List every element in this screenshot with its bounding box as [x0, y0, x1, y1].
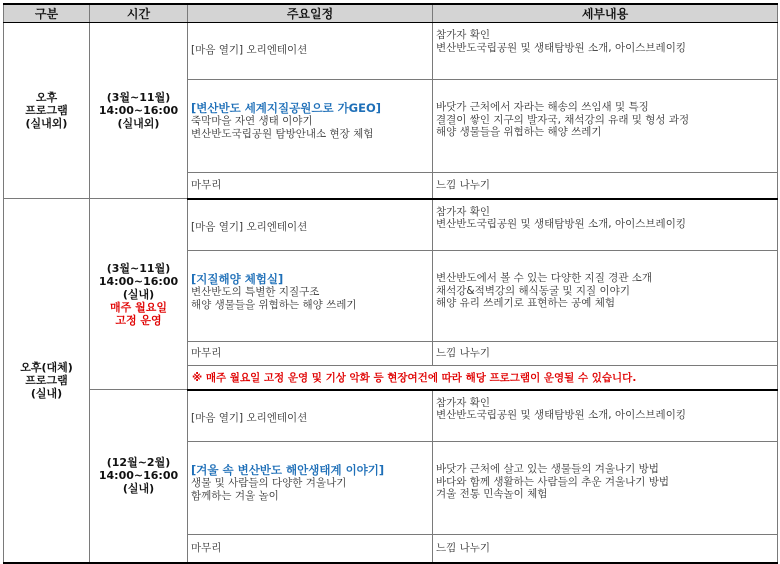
detail-cell: 참가자 확인 변산반도국립공원 및 생태탐방원 소개, 아이스브레이킹 [433, 390, 778, 442]
program-cell: [마음 열기] 오리엔테이션 [188, 23, 433, 80]
program-cell: 마무리 [188, 342, 433, 366]
program-title: [변산반도 세계지질공원으로 가GEO] [191, 101, 382, 115]
table-row [4, 23, 778, 80]
program-cell: [변산반도 세계지질공원으로 가GEO] 죽막마을 자연 생태 이야기 변산반도국립공원 탐방안내소 현장 체험 [188, 80, 433, 173]
program-cell: [마음 열기] 오리엔테이션 [188, 199, 433, 251]
detail-cell: 참가자 확인 변산반도국립공원 및 생태탐방원 소개, 아이스브레이킹 [433, 23, 778, 80]
category-cell: 오후(대체) 프로그램 (실내) [4, 199, 90, 563]
header-category: 구분 [4, 4, 90, 23]
program-cell: 마무리 [188, 173, 433, 199]
detail-cell: 참가자 확인 변산반도국립공원 및 생태탐방원 소개, 아이스브레이킹 [433, 199, 778, 251]
header-row [4, 4, 778, 23]
detail-cell: 바닷가 근처에서 자라는 해송의 쓰임새 및 특징 결결이 쌓인 지구의 발자국, 채석강의 유래 및 형성 과정 해양 생물들을 위협하는 해양 쓰레기 [433, 80, 778, 173]
header-time: 시간 [90, 4, 188, 23]
program-schedule-table [3, 3, 778, 564]
category-cell: 오후 프로그램 (실내외) [4, 23, 90, 199]
program-cell: [겨울 속 변산반도 해안생태계 이야기] 생물 및 사람들의 다양한 겨울나기 함께하는 겨울 놀이 [188, 442, 433, 535]
fixed-schedule-note: 매주 월요일 [110, 300, 167, 314]
time-cell: (3월~11월) 14:00~16:00 (실내외) [90, 23, 188, 199]
program-title: [겨울 속 변산반도 해안생태계 이야기] [191, 463, 385, 477]
program-cell: [마음 열기] 오리엔테이션 [188, 390, 433, 442]
detail-cell: 변산반도에서 볼 수 있는 다양한 지질 경관 소개 채석강&적벽강의 해식동굴 및 지질 이야기 해양 유리 쓰레기로 표현하는 공예 체험 [433, 251, 778, 342]
header-program: 주요일정 [188, 4, 433, 23]
program-title: [지질해양 체험실] [191, 272, 284, 286]
detail-cell: 느낌 나누기 [433, 173, 778, 199]
detail-cell: 느낌 나누기 [433, 535, 778, 563]
header-detail: 세부내용 [433, 4, 778, 23]
operation-notice: ※ 매주 월요일 고정 운영 및 기상 악화 등 현장여건에 따라 해당 프로그램이 운영될 수 있습니다. [188, 366, 778, 390]
program-cell: [지질해양 체험실] 변산반도의 특별한 지질구조 해양 생물들을 위협하는 해양 쓰레기 [188, 251, 433, 342]
detail-cell: 느낌 나누기 [433, 342, 778, 366]
detail-cell: 바닷가 근처에 살고 있는 생물들의 겨울나기 방법 바다와 함께 생활하는 사람들의 추운 겨울나기 방법 겨울 전통 민속놀이 체험 [433, 442, 778, 535]
program-cell: 마무리 [188, 535, 433, 563]
schedule-container [3, 3, 777, 564]
table-row [4, 390, 778, 442]
time-cell: (3월~11월) 14:00~16:00 (실내) 매주 월요일 고정 운영 [90, 199, 188, 390]
table-row [4, 199, 778, 251]
time-cell: (12월~2월) 14:00~16:00 (실내) [90, 390, 188, 563]
